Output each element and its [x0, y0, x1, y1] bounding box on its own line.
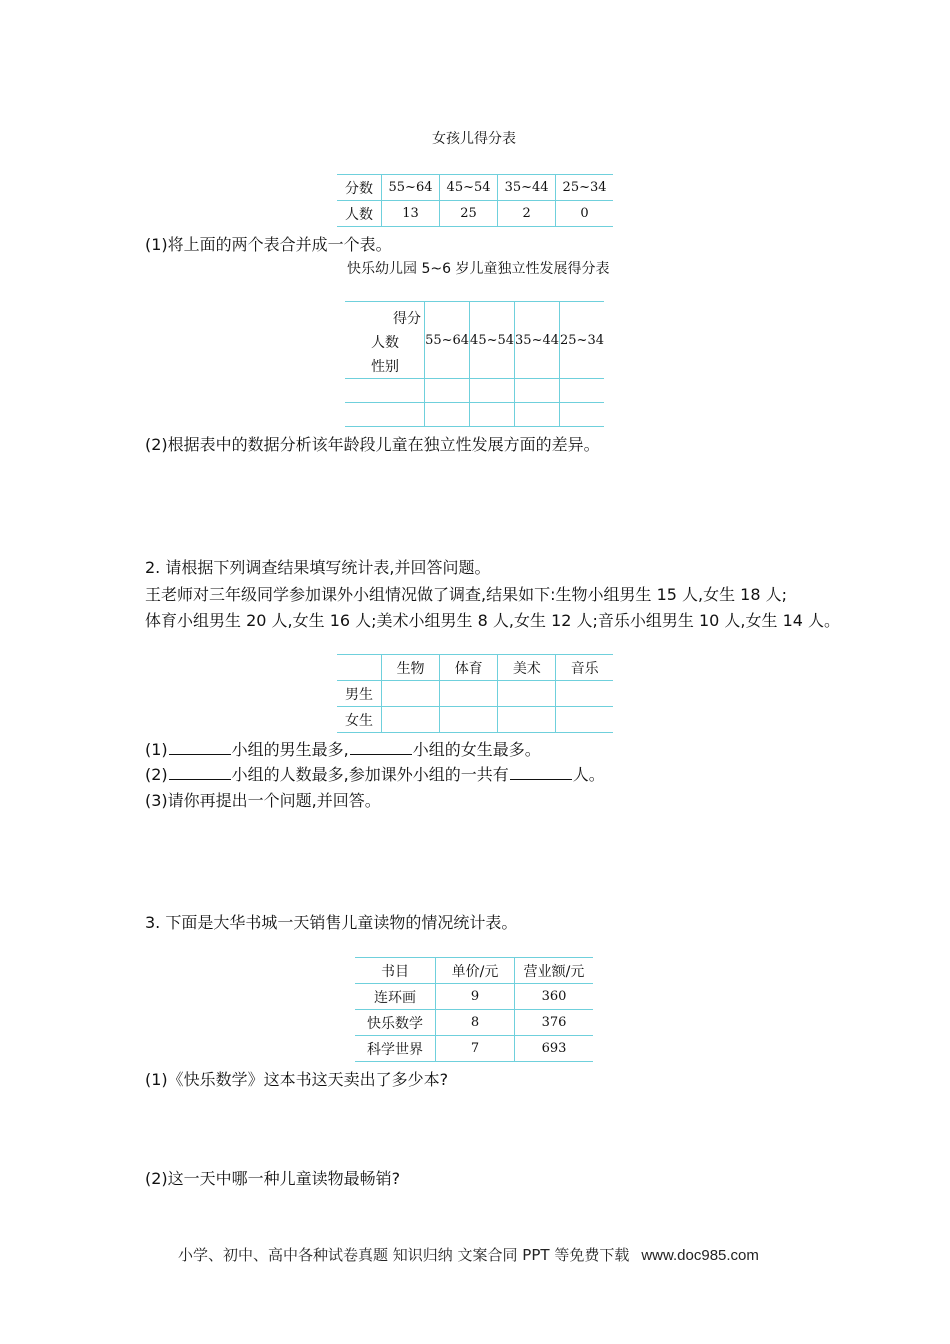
empty-cell	[345, 379, 425, 403]
row-label-count: 人数	[337, 201, 382, 227]
empty-cell	[560, 403, 604, 427]
range-cell: 25~34	[556, 175, 613, 201]
column-header: 生物	[382, 655, 440, 681]
girls-score-table	[337, 174, 613, 227]
q2-sub3: (3)请你再提出一个问题,并回答。	[145, 791, 381, 810]
empty-cell	[345, 403, 425, 427]
book-name: 科学世界	[355, 1036, 436, 1062]
q2-sub1	[145, 737, 541, 760]
book-price: 8	[436, 1010, 515, 1036]
row-header: 女生	[337, 707, 382, 733]
book-price: 7	[436, 1036, 515, 1062]
range-cell: 25~34	[560, 302, 604, 379]
empty-cell	[498, 681, 556, 707]
empty-cell	[425, 379, 470, 403]
count-cell: 2	[498, 201, 556, 227]
q1-part2: (2)根据表中的数据分析该年龄段儿童在独立性发展方面的差异。	[145, 435, 600, 454]
q2-sub2-text: 小组的人数最多,参加课外小组的一共有	[231, 765, 509, 784]
q2-sub2	[145, 762, 605, 785]
empty-cell	[560, 379, 604, 403]
count-cell: 0	[556, 201, 613, 227]
q3-sub2: (2)这一天中哪一种儿童读物最畅销?	[145, 1169, 401, 1188]
q2-sub2-tail: 人。	[572, 765, 605, 784]
q2-sub1-text: 小组的男生最多,	[231, 740, 349, 759]
empty-cell	[440, 707, 498, 733]
book-name: 快乐数学	[355, 1010, 436, 1036]
header-score: 得分	[393, 311, 421, 327]
empty-cell	[470, 379, 515, 403]
range-cell: 55~64	[425, 302, 470, 379]
row-label-score: 分数	[337, 175, 382, 201]
answer-blank[interactable]	[510, 765, 572, 780]
q2-sub2-number: (2)	[145, 765, 168, 784]
book-sales-table	[355, 957, 593, 1062]
header-gender: 性别	[371, 359, 399, 375]
empty-cell	[556, 707, 613, 733]
empty-cell	[515, 379, 560, 403]
row-header: 男生	[337, 681, 382, 707]
q2-heading: 2. 请根据下列调查结果填写统计表,并回答问题。	[145, 558, 491, 577]
column-header: 音乐	[556, 655, 613, 681]
q2-intro-line1: 王老师对三年级同学参加课外小组情况做了调查,结果如下:生物小组男生 15 人,女生 18 人;	[145, 585, 788, 604]
q2-sub1-number: (1)	[145, 740, 168, 759]
book-revenue: 693	[515, 1036, 594, 1062]
empty-cell	[440, 681, 498, 707]
range-cell: 45~54	[440, 175, 498, 201]
merged-score-table	[345, 301, 604, 427]
range-cell: 55~64	[382, 175, 440, 201]
q3-sub1: (1)《快乐数学》这本书这天卖出了多少本?	[145, 1070, 449, 1089]
empty-cell	[382, 681, 440, 707]
q1-part1: (1)将上面的两个表合并成一个表。	[145, 235, 392, 254]
book-revenue: 360	[515, 984, 594, 1010]
q2-intro-line2: 体育小组男生 20 人,女生 16 人;美术小组男生 8 人,女生 12 人;音乐小组男生 10 人,女生 14 人。	[145, 611, 841, 630]
empty-cell	[470, 403, 515, 427]
diagonal-header-cell	[345, 302, 425, 379]
column-header: 单价/元	[436, 958, 515, 984]
q3-heading: 3. 下面是大华书城一天销售儿童读物的情况统计表。	[145, 913, 518, 932]
empty-cell	[498, 707, 556, 733]
book-name: 连环画	[355, 984, 436, 1010]
column-header: 书目	[355, 958, 436, 984]
column-header: 美术	[498, 655, 556, 681]
empty-cell	[556, 681, 613, 707]
book-revenue: 376	[515, 1010, 594, 1036]
answer-blank[interactable]	[350, 740, 412, 755]
column-header: 营业额/元	[515, 958, 594, 984]
range-cell: 35~44	[515, 302, 560, 379]
range-cell: 45~54	[470, 302, 515, 379]
corner-cell	[337, 655, 382, 681]
footer-url[interactable]: www.doc985.com	[641, 1247, 759, 1264]
header-count: 人数	[371, 335, 399, 351]
footer-text: 小学、初中、高中各种试卷真题 知识归纳 文案合同 PPT 等免费下载	[178, 1246, 630, 1264]
q2-sub1-tail: 小组的女生最多。	[412, 740, 541, 759]
count-cell: 13	[382, 201, 440, 227]
empty-cell	[515, 403, 560, 427]
footer	[178, 1244, 759, 1265]
book-price: 9	[436, 984, 515, 1010]
answer-blank[interactable]	[169, 740, 231, 755]
count-cell: 25	[440, 201, 498, 227]
girls-table-title: 女孩儿得分表	[432, 131, 516, 147]
empty-cell	[382, 707, 440, 733]
column-header: 体育	[440, 655, 498, 681]
club-survey-table	[337, 654, 613, 733]
empty-cell	[425, 403, 470, 427]
merged-table-title: 快乐幼儿园 5~6 岁儿童独立性发展得分表	[347, 261, 610, 277]
answer-blank[interactable]	[169, 765, 231, 780]
range-cell: 35~44	[498, 175, 556, 201]
